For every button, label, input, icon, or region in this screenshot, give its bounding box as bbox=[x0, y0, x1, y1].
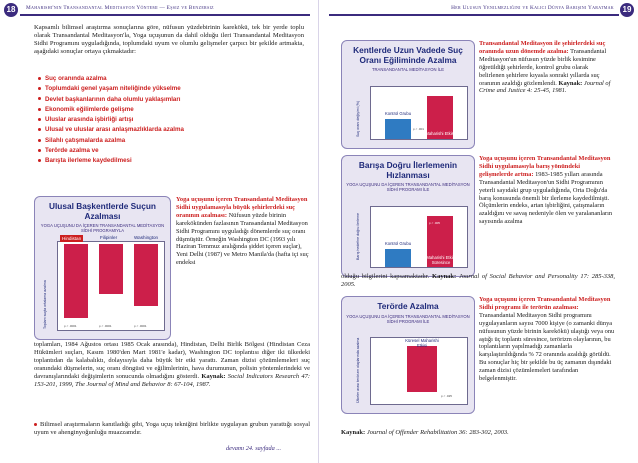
running-head-left: Maharishi'nin Transandantal Meditasyon Yöntemi — Eşsiz ve Benzersiz bbox=[26, 5, 214, 11]
chart-bar bbox=[385, 249, 411, 267]
terror-side-text: Yoga uçuşunu içeren Transandantal Meditasyon Sidhi programı ile terörün azalması: Transandantal Meditasyon Sidhi programını uygulayanların sayısı 7000 kişiye (o zamanki dünya nüfusunun yüzde birinin karekökü) ulaştığı veya onu aştığı üç toplantı süresince, terörizm olaylarının, bu toplantıların yapılmadığı zamanlarla karşılaştırıldığında % 72 oranında azaldığı görüldü. Bu sonuçlar hiç bir şekilde bu üç zamanın dışındaki zaman dizisi çözümlemeleri tarafından belgelenmiştir. bbox=[479, 296, 615, 383]
page-number-left: 18 bbox=[4, 3, 18, 17]
continued-note: devamı 24. sayfada ... bbox=[226, 445, 282, 452]
header-rule-right bbox=[329, 14, 619, 16]
page-number-right: 19 bbox=[620, 3, 634, 17]
figure-subtitle: YOGA UÇUŞUNU DA İÇEREN TRANSANDANTAL MEDİTASYON SİDHİ PROGRAMI İLE bbox=[346, 182, 470, 192]
p-value: p < .025 bbox=[441, 394, 452, 398]
chart-bar bbox=[407, 346, 437, 392]
y-axis-label: Toplam suçta ortalama azalma bbox=[43, 280, 47, 329]
bar-label: Kontrol Grubu bbox=[384, 241, 412, 247]
y-axis-label: Barış hedefine doğru ilerleme bbox=[356, 213, 360, 260]
p-value: p < .0001 bbox=[64, 324, 77, 328]
bullet-icon bbox=[38, 97, 41, 100]
bullet-icon bbox=[38, 108, 41, 111]
bullet-icon bbox=[38, 139, 41, 142]
chart-bar bbox=[134, 244, 158, 306]
figure-title: Barışa Doğru İlerlemenin Hızlanması bbox=[358, 160, 458, 180]
peace-progress-figure bbox=[341, 155, 475, 277]
peace-bottom-text: olduğu bilgilerini kapsamaktadır. Kaynak: Journal of Social Behavior and Personality 17: 285-338, 2005. bbox=[341, 273, 615, 288]
figure-subtitle: YOGA UÇUŞUNU DA İÇEREN TRANSANDANTAL MEDİTASYON SİDHİ PROGRAMI İLE bbox=[346, 313, 470, 324]
urban-crime-figure bbox=[341, 40, 475, 149]
header-rule-left bbox=[20, 14, 310, 16]
bar-label: Kontrol Grubu bbox=[384, 111, 412, 117]
bullet-icon bbox=[38, 77, 41, 80]
list-item: Ekonomik eğilimlerde gelişme bbox=[38, 105, 308, 115]
list-item: Uluslar arasında işbirliği artışı bbox=[38, 115, 308, 125]
list-item: Suç oranında azalma bbox=[38, 74, 308, 84]
chart-bar bbox=[64, 244, 88, 318]
p-value: p < .001 bbox=[413, 127, 424, 131]
bar-label: Maharishi Etkisi Süresince bbox=[426, 255, 456, 266]
list-item: Ulusal ve uluslar arası anlaşmazlıklarda azalma bbox=[38, 125, 308, 135]
figure-title: Terörde Azalma bbox=[377, 301, 439, 311]
city-label: Washington bbox=[134, 235, 159, 240]
city-label: Filipinler bbox=[100, 235, 118, 240]
list-item: Devlet başkanlarının daha olumlu yaklaşımları bbox=[38, 95, 308, 105]
urban-crime-side-text: Transandantal Meditasyon ile şehirlerdeki suç oranında uzun dönemde azalma: Transandantal Meditasyon'un nüfusun yüzde birlik kesimine öğretildiği şehirlerde, kontrol grubu olarak belirlenen şehirlere kıyasla sonraki yıllarda suç oranının azaldığı gözlemlendi. Kaynak: Journal of Crime and Justice 4: 25-45, 1981. bbox=[479, 40, 611, 95]
results-list bbox=[38, 74, 308, 167]
footnote: Bilimsel araştırmaların kanıtladığı gibi, Yoga uçuş tekniğini birlikte uygulayan grubun yarattığı sosyal uyum ve ahenginyoğunluğu muazzamdır. bbox=[34, 421, 310, 436]
terror-figure bbox=[341, 296, 475, 414]
chart-bar bbox=[385, 119, 411, 139]
figure-title: Ulusal Başkentlerde Suçun Azalması bbox=[49, 201, 156, 221]
bullet-icon bbox=[38, 159, 41, 162]
bullet-icon bbox=[38, 118, 41, 121]
continued-paragraph: toplamları, 1984 Ağustos ortası 1985 Ocak arasında), Hindistan, Delhi Birlik Bölgesi (Hindistan Ceza Hükümleri suçları, Kasım 1980'den Mart 1981'e kadar), Washington DC toplantısı diğer iki ülkedeki toplantıdan da kalabalıktı, dolayısıyla daha büyük bir etki yarattı. Zaman dizisi çözümlemeleri suç oranındaki düşmelerin, suç oranı döngüsü ve eğilimlerinin, hava durumunun, polisin yöntemlerindeki ve davranışlarındaki değişimlerin sonucunda olmadığını gösterdi. Kaynak: Social Indicators Research 47: 153-201, 1999, The Journal of Mind and Behavior 8: 67-104, 1987. bbox=[34, 341, 311, 388]
chart-bar bbox=[99, 244, 123, 294]
chart-plot-area bbox=[57, 235, 165, 331]
chart-plot-area bbox=[370, 337, 468, 405]
bar-label: Küresel Maharishi Etkisi bbox=[405, 338, 439, 348]
terror-source: Kaynak: Journal of Offender Rehabilitation 36: 283-302, 2003. bbox=[341, 429, 509, 436]
intro-paragraph: Kapsamlı bilimsel araştırma sonuçlarına göre, nüfusun yüzdebirinin karekökü, tek bir yerde toplu olarak Transandantal Meditasyon'la, Yoga uçuşunun da dahil olduğu ileri Transandantal Meditasyon Sidhi Programını uyguladığında, toplumdaki uyum ve olumlu gelişmeler çarpıcı bir şekilde artmakta, aşağıdaki sonuçlar ortaya çıkmaktadır: bbox=[34, 24, 304, 56]
y-axis-label: Ülkeler arası terörizm olaylarında azalma bbox=[356, 337, 360, 403]
figure-title: Kentlerde Uzun Vadede Suç Oranı Eğiliminde Azalma bbox=[353, 45, 463, 65]
list-item: Toplumdaki genel yaşam niteliğinde yükselme bbox=[38, 84, 308, 94]
bullet-icon bbox=[38, 128, 41, 131]
right-page bbox=[319, 0, 638, 463]
list-item: Barışta ilerleme kaydedilmesi bbox=[38, 156, 308, 166]
peace-side-text: Yoga uçuşunu içeren Transandantal Meditasyon Sidhi uygulamasıyla barış yönündeki gelişmelerde artma: 1983-1985 yılları arasında Transandantal Meditasyon'un Sidhi Programının yeterli sayıdaki grup uyguladığında, Orta Doğu'da barış konusunda önemli bir ilerleme kaydedilmişti. Ölçümlerin endeks, artan işbirliğini, çatışmaların azaldığını ve savaş nedeniyle ölen ve yaralananların sayısında azalma bbox=[479, 155, 613, 226]
p-value: p < .0001 bbox=[134, 324, 147, 328]
capitals-side-text: Yoga uçuşunu içeren Transandantal Meditasyon Sidhi uygulamasıyla büyük şehirlerdeki suç oranının azalması: Nüfusun yüzde birinin karekökünden fazlasının Transandantal Meditasyon Sidhi Programını uyguladığı dönemlerde suç oranı düşmüştür. Örneğin Washington DC (1993 yılı Haziran Temmuz aralığında şiddet içeren suçlar), Yeni Delhi (1987) ve Metro Manila'da (hafta içi suç endeksi bbox=[176, 196, 309, 267]
chart-plot-area bbox=[370, 86, 468, 140]
bullet-icon bbox=[34, 423, 37, 426]
running-head-right: Her Ulusun Yenilmezliğini ve Kalıcı Dünya Barışını Yaratmak bbox=[451, 5, 614, 11]
p-value: p < .005 bbox=[429, 221, 440, 225]
bullet-icon bbox=[38, 149, 41, 152]
p-value: p < .0001 bbox=[99, 324, 112, 328]
city-label: Hindistan bbox=[62, 236, 82, 241]
chart-plot-area bbox=[370, 206, 468, 268]
bullet-icon bbox=[38, 87, 41, 90]
list-item: Silahlı çatışmalarda azalma bbox=[38, 136, 308, 146]
crime-capitals-figure bbox=[34, 196, 171, 340]
y-axis-label: Suç oranı değişimi (%) bbox=[356, 100, 360, 137]
bar-label: Maharishi Etkisi bbox=[425, 131, 455, 137]
figure-subtitle: TRANSANDANTAL MEDİTASYON İLE bbox=[371, 67, 445, 72]
list-item: Terörde azalma ve bbox=[38, 146, 308, 156]
figure-subtitle: YOGA UÇUŞUNU DA İÇEREN TRANSANDANTAL MEDİTASYON SİDHİ PROGRAMIYLA bbox=[40, 223, 165, 233]
